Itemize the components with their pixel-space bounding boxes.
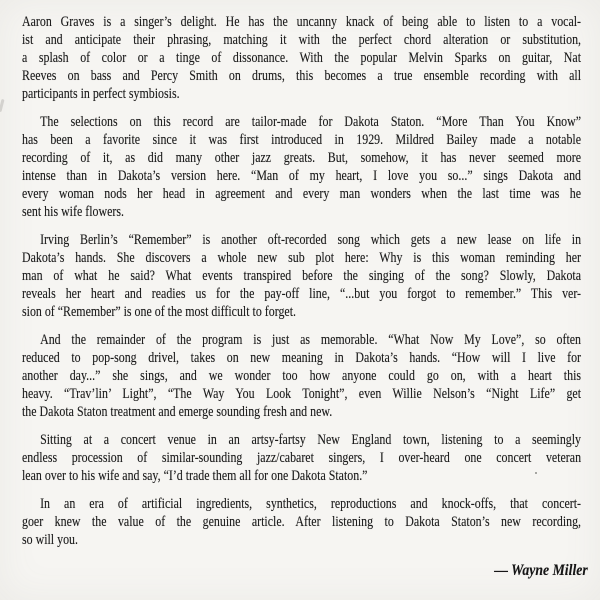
text-line: endless procession of similar-sounding jazz/cabaret singers, I over-heard one concert veteran bbox=[22, 450, 582, 466]
text-line: recording of it, as did many other jazz greats. But, somehow, it has never seemed more bbox=[22, 150, 582, 166]
text-line: a splash of color or a tinge of dissonance. With the popular Melvin Sparks on guitar, Nat bbox=[22, 50, 582, 66]
text-line: Aaron Graves is a singer’s delight. He has the uncanny knack of being able to listen to a vocal- bbox=[22, 14, 582, 30]
text-line: participants in perfect symbiosis. bbox=[22, 86, 180, 102]
text-line: sent his wife flowers. bbox=[22, 204, 124, 220]
paragraph bbox=[22, 231, 581, 321]
paragraph bbox=[22, 331, 581, 421]
text-line: intense than in Dakota’s version here. “Man of my heart, I love you so...” sings Dakota and bbox=[22, 168, 582, 184]
text-line: Irving Berlin’s “Remember” is another oft-recorded song which gets a new lease on life in bbox=[40, 232, 582, 248]
text-line: The selections on this record are tailor-made for Dakota Staton. “More Than You Know” bbox=[40, 114, 582, 130]
paragraph bbox=[22, 113, 581, 221]
author-signature: — Wayne Miller bbox=[494, 562, 588, 579]
text-line: And the remainder of the program is just as memorable. “What Now My Love”, so often bbox=[40, 332, 582, 348]
text-line: another day...” she sings, and we wonder too how anyone could go on, with a heart this bbox=[22, 368, 582, 384]
paragraph bbox=[22, 431, 581, 485]
text-line: ist and anticipate their phrasing, matching it with the perfect chord alteration or substitution, bbox=[22, 32, 582, 48]
text-line: Sitting at a concert venue in an artsy-fartsy New England town, listening to a seemingly bbox=[40, 432, 582, 448]
text-line: In an era of artificial ingredients, synthetics, reproductions and knock-offs, that concert- bbox=[40, 496, 582, 512]
text-block bbox=[22, 13, 581, 559]
text-line: Reeves on bass and Percy Smith on drums, this becomes a true ensemble recording with all bbox=[22, 68, 582, 84]
text-line: Dakota’s hands. She discovers a whole new sub plot here: Why is this woman reminding her bbox=[22, 250, 582, 266]
scan-artifact bbox=[0, 99, 5, 112]
text-line: so will you. bbox=[22, 532, 78, 548]
paragraph bbox=[22, 13, 581, 103]
text-line: the Dakota Staton treatment and emerge sounding fresh and new. bbox=[22, 404, 333, 420]
text-line: sion of “Remember” is one of the most difficult to forget. bbox=[22, 304, 297, 320]
text-line: reveals her heart and readies us for the pay-off line, “...but you forgot to remember.” This ver- bbox=[22, 286, 582, 302]
text-line: heavy. “Trav’lin’ Light”, “The Way You Look Tonight”, even Willie Nelson’s “Night Life” get bbox=[22, 386, 582, 402]
text-line: man of what he said? What events transpired before the singing of the song? Slowly, Dakota bbox=[22, 268, 582, 284]
text-line: reduced to pop-song drivel, takes on new meaning in Dakota’s hands. “How will I live for bbox=[22, 350, 582, 366]
text-line: has been a favorite since it was first introduced in 1929. Mildred Bailey made a notable bbox=[22, 132, 582, 148]
text-line: every woman nods her head in agreement and every man wonders when the last time was he bbox=[22, 186, 582, 202]
paragraph bbox=[22, 495, 581, 549]
text-line: lean over to his wife and say, “I’d trade them all for one Dakota Staton.” bbox=[22, 468, 368, 484]
text-line: goer knew the value of the genuine article. After listening to Dakota Staton’s new recording, bbox=[22, 514, 582, 530]
scan-artifact bbox=[535, 472, 537, 474]
